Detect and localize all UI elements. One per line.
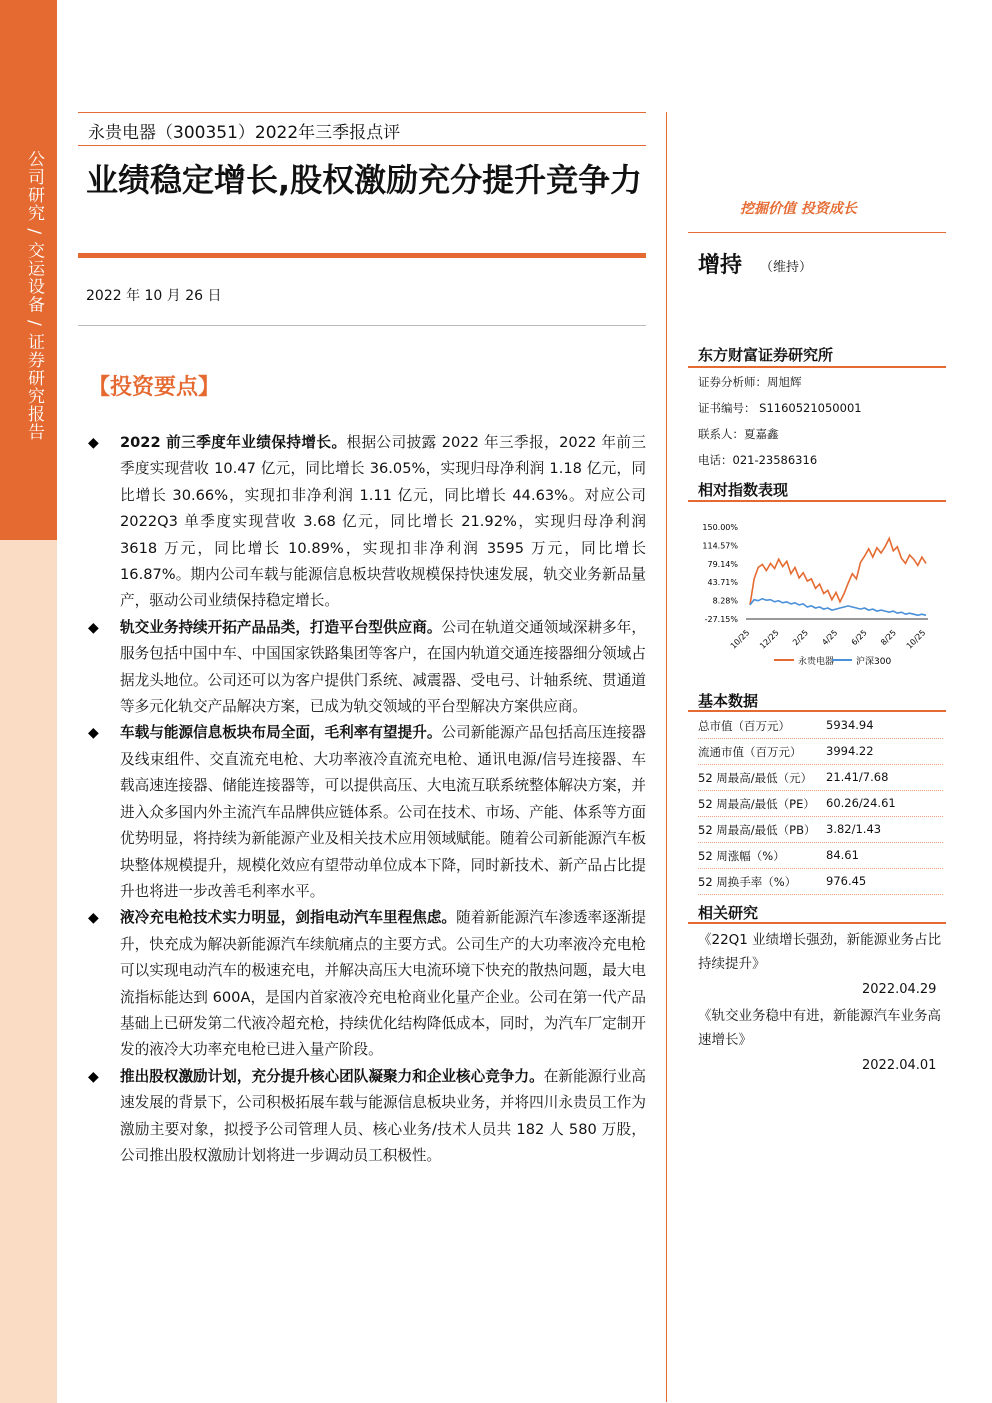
section-heading: 【投资要点】 [88,375,221,400]
date-rule [78,325,646,326]
basic-data-label: 流通市值（百万元） [698,745,802,759]
related-report-title[interactable]: 《轨交业务稳中有进，新能源汽车业务高速增长》 [698,1008,941,1048]
diamond-bullet-icon: ◆ [88,725,99,742]
rating-sub: （维持） [760,260,813,275]
related-report-date: 2022.04.29 [862,982,937,997]
basic-data-label: 总市值（百万元） [698,719,790,733]
table-row [698,738,943,765]
y-tick-label: 43.71% [707,578,738,588]
basic-data-label: 52 周最高/最低（元） [698,771,813,785]
y-tick-label: 79.14% [707,559,738,569]
relative-index-chart [688,515,943,675]
series-line [750,599,926,616]
list-item: ◆ 轨交业务持续开拓产品品类，打造平台型供应商。公司在轨道交通领域深耕多年，服务包括中国中车、中国国家铁路集团等客户，在国内轨道交通连接器细分领域占据龙头地位。公司还可以为客户提供门系统、减震器、受电弓、计轴系统、贯通道等多元化轨交产品解决方案，已成为轨交领域的平台型解决方案供应商。 [78,615,646,721]
slogan: 挖掘价值 投资成长 [740,201,857,217]
index-perf-heading: 相对指数表现 [698,481,789,499]
basic-data-value: 5934.94 [826,718,874,732]
basic-data-label: 52 周换手率（%） [698,875,797,889]
basic-data-heading: 基本数据 [698,692,759,710]
rating-rule [688,232,946,233]
basic-data-value: 84.61 [826,848,859,862]
investment-points [78,430,646,1169]
report-type: 永贵电器（300351）2022年三季报点评 [88,123,401,143]
y-tick-label: 114.57% [702,541,738,551]
related-report-title[interactable]: 《22Q1 业绩增长强劲，新能源业务占比持续提升》 [698,932,942,972]
related-rule [688,922,946,924]
basic-data-value: 976.45 [826,874,867,888]
diamond-bullet-icon: ◆ [88,619,99,636]
basic-data-label: 52 周最高/最低（PB） [698,823,816,837]
diamond-bullet-icon: ◆ [88,1068,99,1085]
basic-data-value: 21.41/7.68 [826,770,889,784]
related-report-date: 2022.04.01 [862,1058,937,1073]
x-tick-label: 10/25 [728,628,752,651]
table-row [698,868,943,895]
related-heading: 相关研究 [698,904,759,922]
page-title: 业绩稳定增长,股权激励充分提升竞争力 [86,161,643,199]
title-underline [78,253,646,258]
table-row [698,764,943,791]
list-item: ◆ 车载与能源信息板块布局全面，毛利率有望提升。公司新能源产品包括高压连接器及线束组件、交直流充电枪、大功率液冷直流充电枪、通讯电源/信号连接器、车载高速连接器、储能连接器等，可以提供高压、大电流互联系统整体解决方案，并进入众多国内外主流汽车品牌供应链体系。公司在技术、市场、产能、体系等方面优势明显，将持续为新能源产业及相关技术应用领域赋能。随着公司新能源汽车板块整体规模提升，规模化效应有望带动单位成本下降，同时新技术、新产品占比提升也将进一步改善毛利率水平。 [78,720,646,905]
index-perf-rule [688,500,946,502]
x-tick-label: 4/25 [820,628,840,648]
y-tick-label: 8.28% [712,596,738,606]
analyst-license: 证书编号： S1160521050001 [698,401,862,415]
list-item: ◆ 2022 前三季度年业绩保持增长。根据公司披露 2022 年三季报，2022 年前三季度实现营收 10.47 亿元，同比增长 36.05%，实现归母净利润 1.18 亿元，同比增长 30.66%，实现扣非净利润 1.11 亿元，同比增长 44.63%。对应公司 2022Q3 单季度实现营收 3.68 亿元，同比增长 21.92%，实现归母净利润 3618 万元，同比增长 10.89%，实现扣非净利润 3595 万元，同比增长 16.87%。期内公司车载与能源信息板块营收规模保持快速发展，轨交业务新品量产，驱动公司业绩保持稳定增长。 [78,430,646,615]
institute-rule [688,366,946,368]
rating: 增持 [698,253,743,278]
title-rule [78,145,646,146]
series-line [750,538,926,605]
legend-label: 永贵电器 [798,657,835,667]
institute-name: 东方财富证券研究所 [698,346,834,364]
x-tick-label: 2/25 [791,628,811,648]
legend-label: 沪深300 [856,657,892,667]
table-row [698,790,943,817]
table-row [698,842,943,869]
list-item: ◆ 推出股权激励计划，充分提升核心团队凝聚力和企业核心竞争力。在新能源行业高速发展的背景下，公司积极拓展车载与能源信息板块业务，并将四川永贵员工作为激励主要对象，拟授予公司管理人员、核心业务/技术人员共 182 人 580 万股，公司推出股权激励计划将进一步调动员工积极性。 [78,1064,646,1170]
contact-phone: 电话：021-23586316 [698,453,818,467]
y-tick-label: 150.00% [702,523,738,532]
report-date: 2022 年 10 月 26 日 [86,288,222,304]
column-divider [666,112,667,1402]
basic-data-value: 3994.22 [826,744,874,758]
basic-data-label: 52 周涨幅（%） [698,849,785,863]
x-tick-label: 12/25 [758,628,781,651]
sidebar-category: 公司研究 / 交运设备 / 证券研究报告 [24,150,44,442]
basic-data-label: 52 周最高/最低（PE） [698,797,815,811]
x-tick-label: 10/25 [904,628,928,651]
list-item: ◆ 液冷充电枪技术实力明显，剑指电动汽车里程焦虑。随着新能源汽车渗透率逐渐提升，快充成为解决新能源汽车续航痛点的主要方式。公司生产的大功率液冷充电枪可以实现电动汽车的极速充电，并解决高压大电流环境下快充的散热问题，最大电流指标能达到 600A，是国内首家液冷充电枪商业化量产企业。公司在第一代产品基础上已研发第二代液冷超充枪，持续优化结构降低成本，同时，为汽车厂定制开发的液冷大功率充电枪已进入量产阶段。 [78,905,646,1063]
table-row [698,816,943,843]
table-row [698,712,943,739]
diamond-bullet-icon: ◆ [88,435,99,451]
y-tick-label: -27.15% [704,615,738,624]
sidebar-band [0,0,57,1403]
basic-data-value: 3.82/1.43 [826,822,882,836]
diamond-bullet-icon: ◆ [88,910,99,927]
top-rule [78,112,646,113]
contact-name: 联系人：夏嘉鑫 [698,427,779,441]
basic-data-value: 60.26/24.61 [826,796,896,810]
x-tick-label: 8/25 [879,628,899,648]
analyst-name: 证券分析师：周旭辉 [698,375,802,389]
x-tick-label: 6/25 [849,628,869,648]
